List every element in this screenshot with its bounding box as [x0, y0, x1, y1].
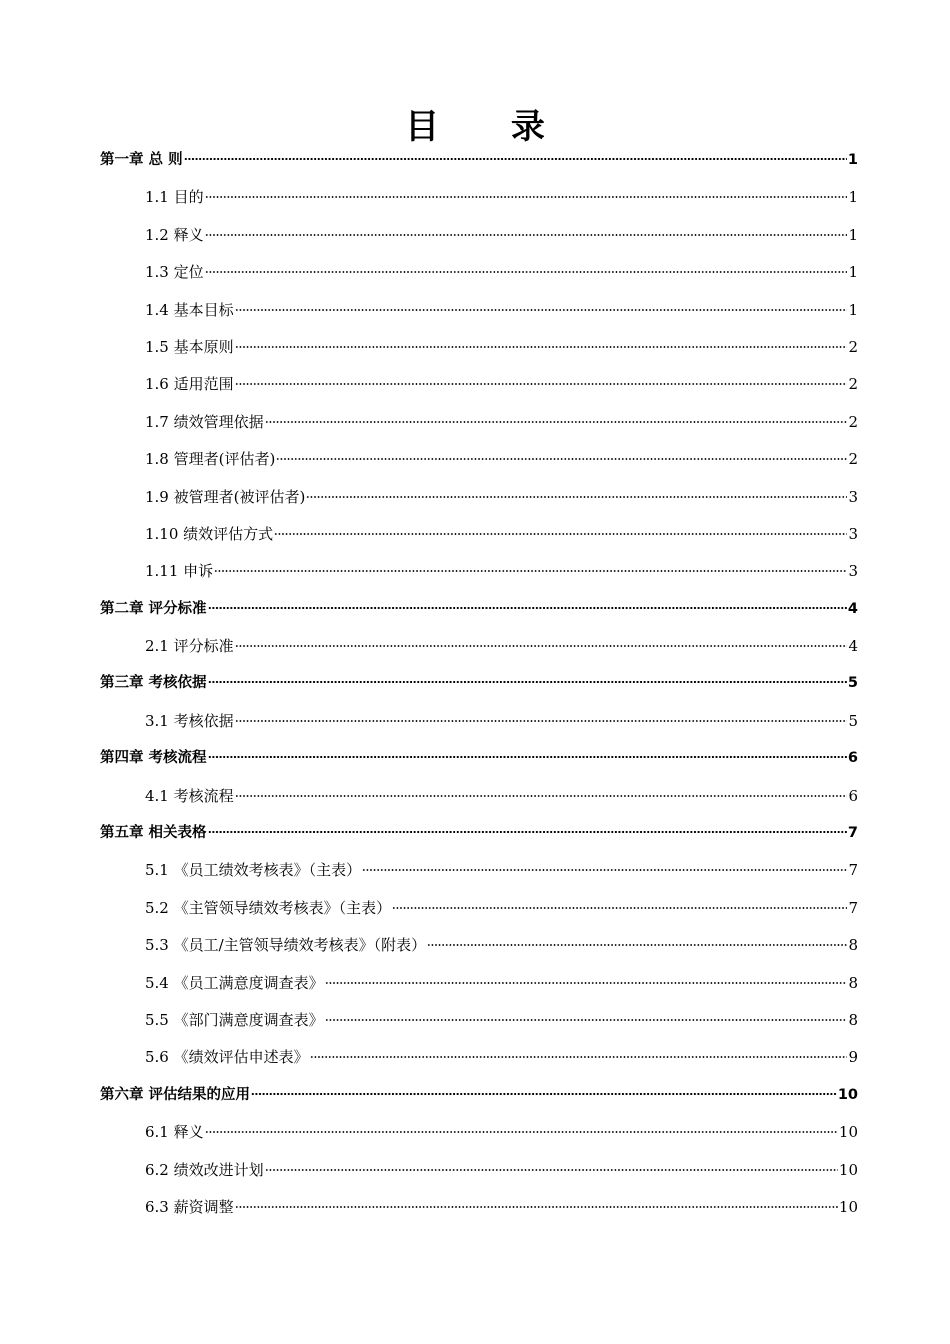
toc-entry-title: 1.10 绩效评估方式 — [145, 524, 274, 543]
toc-page-number: 1 — [847, 152, 858, 168]
toc-entry-title: 1.7 绩效管理依据 — [145, 412, 264, 431]
toc-dot-leader — [208, 756, 847, 758]
toc-chapter-entry[interactable] — [100, 815, 858, 852]
toc-dot-leader — [392, 907, 847, 909]
toc-page-number: 4 — [848, 637, 858, 656]
toc-section-entry[interactable] — [100, 1039, 858, 1076]
toc-dot-leader — [235, 383, 848, 385]
toc-chapter-entry[interactable] — [100, 740, 858, 777]
toc-entry-title: 1.8 管理者(评估者) — [145, 450, 276, 469]
toc-page-number: 3 — [848, 562, 858, 581]
toc-dot-leader — [274, 533, 847, 535]
toc-page-number: 7 — [848, 898, 858, 917]
toc-entry-title: 6.2 绩效改进计划 — [145, 1160, 264, 1179]
toc-section-entry[interactable] — [100, 366, 858, 403]
toc-entry-title: 4.1 考核流程 — [145, 786, 234, 805]
toc-page-number: 7 — [848, 861, 858, 880]
toc-page-number: 1 — [848, 188, 858, 207]
toc-section-entry[interactable] — [100, 927, 858, 964]
toc-page-number: 2 — [848, 337, 858, 356]
toc-dot-leader — [306, 496, 847, 498]
toc-dot-leader — [325, 1019, 848, 1021]
toc-page-number: 1 — [848, 300, 858, 319]
page-title: 目 录 — [405, 106, 575, 147]
toc-entry-title: 6.3 薪资调整 — [145, 1197, 234, 1216]
toc-section-entry[interactable] — [100, 179, 858, 216]
toc-entry-title: 第六章 评估结果的应用 — [100, 1086, 251, 1103]
toc-section-entry[interactable] — [100, 553, 858, 590]
toc-section-entry[interactable] — [100, 890, 858, 927]
toc-entry-title: 第一章 总 则 — [100, 152, 183, 168]
toc-entry-title: 1.5 基本原则 — [145, 337, 234, 356]
toc-page-number: 10 — [838, 1197, 858, 1216]
toc-entry-title: 5.4 《员工满意度调查表》 — [145, 973, 324, 992]
toc-page-number: 6 — [848, 786, 858, 805]
toc-dot-leader — [205, 1131, 838, 1133]
toc-page-number: 2 — [848, 412, 858, 431]
toc-dot-leader — [205, 234, 848, 236]
toc-section-entry[interactable] — [100, 479, 858, 516]
toc-page-number: 8 — [848, 1010, 858, 1029]
toc-entry-title: 6.1 释义 — [145, 1123, 204, 1142]
toc-entry-title: 2.1 评分标准 — [145, 637, 234, 656]
toc-section-entry[interactable] — [100, 404, 858, 441]
toc-page-number: 5 — [848, 711, 858, 730]
toc-page-number: 10 — [837, 1086, 858, 1103]
toc-dot-leader — [184, 158, 847, 160]
toc-chapter-entry[interactable] — [100, 1077, 858, 1114]
toc-section-entry[interactable] — [100, 703, 858, 740]
toc-dot-leader — [208, 681, 847, 683]
toc-entry-title: 5.6 《绩效评估申述表》 — [145, 1048, 309, 1067]
toc-page-number: 10 — [838, 1160, 858, 1179]
table-of-contents — [100, 142, 858, 1226]
toc-dot-leader — [265, 1169, 838, 1171]
toc-entry-title: 第五章 相关表格 — [100, 825, 207, 842]
toc-dot-leader — [208, 831, 847, 833]
toc-dot-leader — [205, 196, 848, 198]
toc-page-number: 8 — [848, 973, 858, 992]
toc-dot-leader — [214, 570, 847, 572]
toc-page-number: 3 — [848, 524, 858, 543]
toc-dot-leader — [265, 421, 848, 423]
toc-dot-leader — [205, 271, 848, 273]
toc-dot-leader — [251, 1093, 837, 1095]
toc-page-number: 2 — [848, 450, 858, 469]
toc-page-number: 5 — [847, 675, 858, 692]
toc-entry-title: 5.1 《员工绩效考核表》（主表） — [145, 861, 362, 880]
toc-section-entry[interactable] — [100, 217, 858, 254]
toc-dot-leader — [235, 645, 848, 647]
toc-entry-title: 1.9 被管理者(被评估者) — [145, 487, 306, 506]
toc-chapter-entry[interactable] — [100, 665, 858, 702]
toc-section-entry[interactable] — [100, 1002, 858, 1039]
toc-section-entry[interactable] — [100, 965, 858, 1002]
toc-dot-leader — [310, 1056, 848, 1058]
toc-dot-leader — [362, 869, 847, 871]
toc-dot-leader — [235, 309, 848, 311]
toc-section-entry[interactable] — [100, 1114, 858, 1151]
toc-chapter-entry[interactable] — [100, 591, 858, 628]
toc-page-number: 4 — [847, 600, 858, 617]
toc-entry-title: 1.4 基本目标 — [145, 300, 234, 319]
toc-dot-leader — [325, 982, 848, 984]
toc-entry-title: 1.3 定位 — [145, 263, 204, 282]
toc-section-entry[interactable] — [100, 254, 858, 291]
toc-section-entry[interactable] — [100, 516, 858, 553]
toc-entry-title: 5.5 《部门满意度调查表》 — [145, 1010, 324, 1029]
toc-section-entry[interactable] — [100, 852, 858, 889]
toc-entry-title: 5.3 《员工/主管领导绩效考核表》（附表） — [145, 936, 427, 955]
toc-entry-title: 1.2 释义 — [145, 225, 204, 244]
toc-section-entry[interactable] — [100, 329, 858, 366]
toc-page-number: 8 — [848, 936, 858, 955]
toc-section-entry[interactable] — [100, 292, 858, 329]
toc-section-entry[interactable] — [100, 628, 858, 665]
toc-entry-title: 第三章 考核依据 — [100, 675, 207, 692]
toc-page-number: 7 — [847, 825, 858, 842]
toc-dot-leader — [208, 607, 847, 609]
toc-entry-title: 第四章 考核流程 — [100, 750, 207, 767]
toc-entry-title: 3.1 考核依据 — [145, 711, 234, 730]
toc-dot-leader — [235, 346, 848, 348]
toc-section-entry[interactable] — [100, 1189, 858, 1226]
toc-page-number: 1 — [848, 263, 858, 282]
toc-entry-title: 第二章 评分标准 — [100, 600, 207, 617]
toc-dot-leader — [427, 944, 847, 946]
toc-page-number: 3 — [848, 487, 858, 506]
toc-section-entry[interactable] — [100, 441, 858, 478]
toc-page-number: 1 — [848, 225, 858, 244]
toc-chapter-entry[interactable] — [100, 142, 858, 179]
toc-page-number: 9 — [848, 1048, 858, 1067]
toc-entry-title: 1.1 目的 — [145, 188, 204, 207]
toc-dot-leader — [235, 1206, 838, 1208]
toc-dot-leader — [235, 795, 848, 797]
toc-dot-leader — [276, 458, 847, 460]
toc-section-entry[interactable] — [100, 1152, 858, 1189]
toc-entry-title: 1.11 申诉 — [145, 562, 214, 581]
toc-entry-title: 5.2 《主管领导绩效考核表》（主表） — [145, 898, 392, 917]
toc-page-number: 10 — [838, 1123, 858, 1142]
toc-dot-leader — [235, 720, 848, 722]
toc-section-entry[interactable] — [100, 778, 858, 815]
toc-entry-title: 1.6 适用范围 — [145, 375, 234, 394]
toc-page-number: 2 — [848, 375, 858, 394]
toc-page-number: 6 — [847, 750, 858, 767]
